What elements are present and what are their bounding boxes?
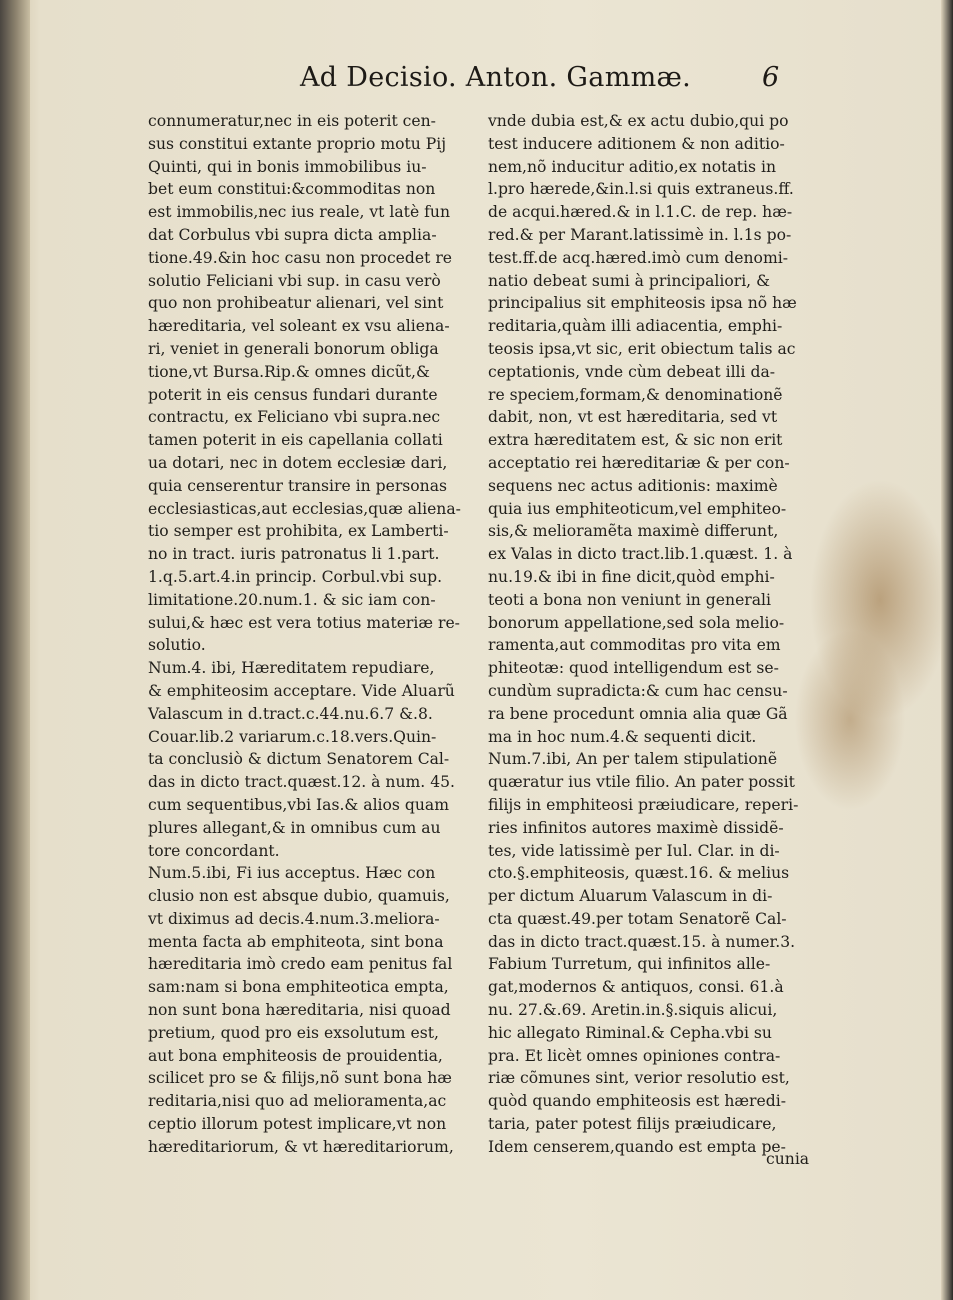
text-line: per dictum Aluarum Valascum in di- xyxy=(488,887,773,906)
text-line: tore concordant. xyxy=(148,841,280,860)
text-column-left xyxy=(148,110,466,1159)
text-line: solutio Feliciani vbi sup. in casu verò xyxy=(148,271,441,290)
running-title: Ad Decisio. Anton. Gammæ. xyxy=(300,62,692,93)
book-binding-gutter xyxy=(0,0,30,1300)
text-line: pretium, quod pro eis exsolutum est, xyxy=(148,1023,439,1042)
text-line: plures allegant,& in omnibus cum au xyxy=(148,818,441,837)
text-line: tione,vt Bursa.Rip.& omnes dicũt,& xyxy=(148,362,430,381)
text-line: Fabium Turretum, qui infinitos alle- xyxy=(488,955,771,974)
text-line: Num.5.ibi, Fi ius acceptus. Hæc con xyxy=(148,864,436,883)
text-line: cundùm supradicta:& cum hac censu- xyxy=(488,681,788,700)
text-line: ex Valas in dicto tract.lib.1.quæst. 1. à xyxy=(488,545,793,564)
text-line: ramenta,aut commoditas pro vita em xyxy=(488,636,781,655)
text-line: cta quæst.49.per totam Senatorẽ Cal- xyxy=(488,909,787,928)
text-line: ua dotari, nec in dotem ecclesiæ dari, xyxy=(148,453,448,472)
text-line: Idem censerem,quando est empta pe- xyxy=(488,1137,786,1156)
text-line: Quinti, qui in bonis immobilibus iu- xyxy=(148,157,427,176)
text-line: menta facta ab emphiteota, sint bona xyxy=(148,932,444,951)
text-line: scilicet pro se & filijs,nõ sunt bona hæ xyxy=(148,1069,452,1088)
text-line: dat Corbulus vbi supra dicta amplia- xyxy=(148,225,437,244)
text-line: cto.§.emphiteosis, quæst.16. & melius xyxy=(488,864,790,883)
text-line: das in dicto tract.quæst.15. à numer.3. xyxy=(488,932,796,951)
text-line: bonorum appellatione,sed sola melio- xyxy=(488,613,785,632)
text-line: extra hæreditatem est, & sic non erit xyxy=(488,431,783,450)
text-line: dabit, non, vt est hæreditaria, sed vt xyxy=(488,408,778,427)
text-column-right xyxy=(488,110,810,1159)
text-line: connumeratur,nec in eis poterit cen- xyxy=(148,112,436,130)
text-line: phiteotæ: quod intelligendum est se- xyxy=(488,659,779,678)
text-line: ra bene procedunt omnia alia quæ Gã xyxy=(488,704,788,723)
text-line: Valascum in d.tract.c.44.nu.6.7 &.8. xyxy=(148,704,433,723)
text-line: quo non prohibeatur alienari, vel sint xyxy=(148,294,444,313)
text-line: poterit in eis census fundari durante xyxy=(148,385,438,404)
text-line: de acqui.hæred.& in l.1.C. de rep. hæ- xyxy=(488,203,793,222)
text-line: pra. Et licèt omnes opiniones contra- xyxy=(488,1046,781,1065)
text-line: hic allegato Riminal.& Cepha.vbi su xyxy=(488,1023,772,1042)
page-header xyxy=(300,62,920,102)
text-line: Couar.lib.2 variarum.c.18.vers.Quin- xyxy=(148,727,437,746)
text-line: quòd quando emphiteosis est hæredi- xyxy=(488,1092,786,1111)
text-line: ries infinitos autores maximè dissidẽ- xyxy=(488,818,784,837)
text-line: teoti a bona non veniunt in generali xyxy=(488,590,772,609)
page-edge-shadow xyxy=(941,0,953,1300)
text-line: filijs in emphiteosi præiudicare, reperi- xyxy=(488,795,799,814)
text-line: Num.4. ibi, Hæreditatem repudiare, xyxy=(148,659,435,678)
text-line: teosis ipsa,vt sic, erit obiectum talis ac xyxy=(488,339,796,358)
text-line: contractu, ex Feliciano vbi supra.nec xyxy=(148,408,441,427)
text-line: bet eum constitui:&commoditas non xyxy=(148,180,436,199)
text-line: aut bona emphiteosis de prouidentia, xyxy=(148,1046,443,1065)
text-line: sus constitui extante proprio motu Pij xyxy=(148,134,447,153)
text-line: reditaria,quàm illi adiacentia, emphi- xyxy=(488,317,783,336)
text-line: reditaria,nisi quo ad melioramenta,ac xyxy=(148,1092,447,1111)
text-line: principalius sit emphiteosis ipsa nõ hæ xyxy=(488,294,797,313)
text-line: ma in hoc num.4.& sequenti dicit. xyxy=(488,727,757,746)
text-line: hæreditaria, vel soleant ex vsu aliena- xyxy=(148,317,450,336)
catchword: cunia xyxy=(766,1150,810,1168)
text-line: red.& per Marant.latissimè in. l.1s po- xyxy=(488,225,792,244)
text-line: gat,modernos & antiquos, consi. 61.à xyxy=(488,978,784,997)
text-line: acceptatio rei hæreditariæ & per con- xyxy=(488,453,790,472)
text-line: nem,nõ inducitur aditio,ex notatis in xyxy=(488,157,776,176)
text-line: ceptio illorum potest implicare,vt non xyxy=(148,1115,447,1134)
text-line: test inducere aditionem & non aditio- xyxy=(488,134,785,153)
text-line: re speciem,formam,& denominationẽ xyxy=(488,385,783,404)
text-line: non sunt bona hæreditaria, nisi quoad xyxy=(148,1001,451,1020)
folio-number: 6 xyxy=(762,62,780,93)
text-line: ceptationis, vnde cùm debeat illi da- xyxy=(488,362,776,381)
text-line: nu. 27.&.69. Aretin.in.§.siquis alicui, xyxy=(488,1001,778,1020)
text-line: quia ius emphiteoticum,vel emphiteo- xyxy=(488,499,787,518)
text-line: taria, pater potest filijs præiudicare, xyxy=(488,1115,777,1134)
text-line: test.ff.de acq.hæred.imò cum denomi- xyxy=(488,248,788,267)
text-line: nu.19.& ibi in fine dicit,quòd emphi- xyxy=(488,567,775,586)
text-line: cum sequentibus,vbi Ias.& alios quam xyxy=(148,795,450,814)
text-line: est immobilis,nec ius reale, vt latè fun xyxy=(148,203,450,222)
text-line: solutio. xyxy=(148,636,206,655)
text-line: natio debeat sumi à principaliori, & xyxy=(488,271,770,290)
text-line: & emphiteosim acceptare. Vide Aluarũ xyxy=(148,681,455,700)
text-line: no in tract. iuris patronatus li 1.part. xyxy=(148,545,440,564)
text-line: Num.7.ibi, An per talem stipulationẽ xyxy=(488,750,778,769)
text-line: das in dicto tract.quæst.12. à num. 45. xyxy=(148,773,456,792)
text-line: ecclesiasticas,aut ecclesias,quæ aliena- xyxy=(148,499,461,518)
text-line: clusio non est absque dubio, quamuis, xyxy=(148,887,450,906)
text-line: riæ cõmunes sint, verior resolutio est, xyxy=(488,1069,790,1088)
text-line: vt diximus ad decis.4.num.3.meliora- xyxy=(148,909,440,928)
text-line: sequens nec actus aditionis: maximè xyxy=(488,476,778,495)
text-line: hæreditaria imò credo eam penitus fal xyxy=(148,955,453,974)
text-line: hæreditariorum, & vt hæreditariorum, xyxy=(148,1137,454,1156)
text-line: l.pro hærede,&in.l.si quis extraneus.ff. xyxy=(488,180,794,199)
text-line: quia censerentur transire in personas xyxy=(148,476,448,495)
text-line: sului,& hæc est vera totius materiæ re- xyxy=(148,613,460,632)
text-line: limitatione.20.num.1. & sic iam con- xyxy=(148,590,436,609)
text-line: sis,& melioramẽta maximè differunt, xyxy=(488,522,779,541)
text-line: tamen poterit in eis capellania collati xyxy=(148,431,443,450)
text-line: ri, veniet in generali bonorum obliga xyxy=(148,339,439,358)
text-line: ta conclusiò & dictum Senatorem Cal- xyxy=(148,750,450,769)
text-line: tione.49.&in hoc casu non procedet re xyxy=(148,248,453,267)
text-line: vnde dubia est,& ex actu dubio,qui po xyxy=(488,112,789,130)
text-line: 1.q.5.art.4.in princip. Corbul.vbi sup. xyxy=(148,567,443,586)
text-line: tio semper est prohibita, ex Lamberti- xyxy=(148,522,449,541)
text-line: tes, vide latissimè per Iul. Clar. in di- xyxy=(488,841,780,860)
text-line: sam:nam si bona emphiteotica empta, xyxy=(148,978,449,997)
text-line: quæratur ius vtile filio. An pater possit xyxy=(488,773,795,792)
